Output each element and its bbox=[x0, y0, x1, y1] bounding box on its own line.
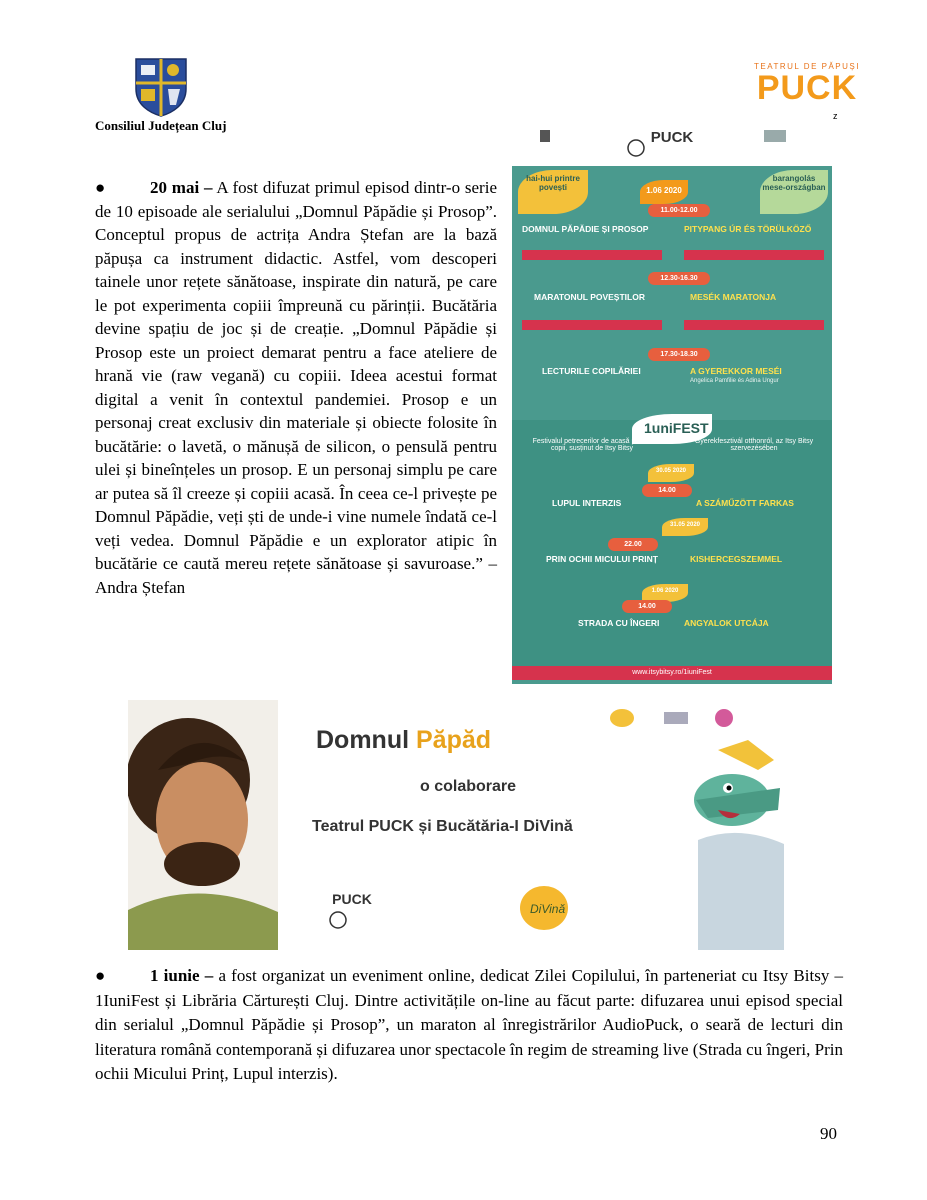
date-20-mai: 20 mai – bbox=[150, 178, 213, 197]
poster-header-logos bbox=[512, 120, 832, 166]
partner-logos-icon bbox=[608, 706, 758, 730]
poster-bar bbox=[684, 250, 824, 260]
poster-event3-ro: LECTURILE COPILĂRIEI bbox=[542, 366, 641, 376]
poster-time: 14.00 bbox=[622, 600, 672, 613]
poster-event1-ro: DOMNUL PĂPĂDIE ȘI PROSOP bbox=[522, 224, 649, 234]
poster-time: 11.00-12.00 bbox=[648, 204, 710, 217]
poster-event3-hu: A GYEREKKOR MESÉI bbox=[690, 366, 782, 376]
puck-theatre-logo bbox=[752, 62, 862, 105]
poster-top-logo: PUCK bbox=[650, 129, 694, 146]
poster-left-bubble: hai-hui printre povești bbox=[526, 174, 580, 192]
puck-small-logo-icon bbox=[324, 876, 380, 936]
poster-time: 22.00 bbox=[608, 538, 658, 551]
banner-title-dark: Domnul bbox=[316, 726, 416, 754]
poster-date4: 1.06 2020 bbox=[651, 588, 679, 594]
council-name: Consiliul Județean Cluj bbox=[95, 118, 227, 133]
poster-show3-ro: STRADA CU ÎNGERI bbox=[578, 618, 660, 628]
poster-time: 12.30-16.30 bbox=[648, 272, 710, 285]
poster-event2-hu: MESÉK MARATONJA bbox=[690, 292, 777, 302]
paragraph-text: A fost difuzat primul episod dintr-o serie de 10 episoade ale serialului „Domnul Păpădie și Prosop”. Conceptul propus de actrița Andra Ștefan are la bază păpușa ca instrument didactic. Astfel, vom descoperi tainele unor rețete sănătoase, inspirate din natură, pe care le pot experimenta copiii împreună cu părinții. Bucătăria devine spațiu de joc și de creație. „Domnul Păpădie și Prosop este un proiect demarat pentru a face ateliere de hrană vie (raw vegană) cu copiii. Ideea acestui format digital a venit în contextul pandemiei. Prosop e un personaj creat exclusiv din materiale și obiecte folosite în bucătărie: o lavetă, o mănușă de silicon, o pensulă pentru ulei și bineînțeles un prosop. E un personaj simplu pe care ar putea să îl creeze și copiii acasă. În ceea ce-l privește pe Domnul Păpădie, veți ști de unde-i vine numele îndată ce-l veți vedea. Domnul Păpădie e un explorator atipic în bucătărie ce caută mereu rețete sănătoase și savuroase.” – Andra Ștefan bbox=[95, 178, 497, 597]
puck-logo-word: PUCK bbox=[756, 69, 858, 107]
banner-title bbox=[316, 726, 491, 755]
banner-title-colored: Păpăd bbox=[416, 726, 492, 754]
poster-fest-hu: Gyerekfesztivál otthonról, az Itsy Bitsy szervezésében bbox=[694, 438, 814, 452]
poster-fest-title: 1uniFEST bbox=[644, 420, 709, 436]
date-1-iunie: 1 iunie – bbox=[150, 966, 214, 985]
poster-bar bbox=[684, 320, 824, 330]
poster-fest-ro: Festivalul petrecerilor de acasă pentru copii, susținut de Itsy Bitsy bbox=[532, 438, 652, 452]
paragraph-text: a fost organizat un eveniment online, dedicat Zilei Copilului, în parteneriat cu Itsy Bitsy – 1IuniFest și Librăria Cărturești Cluj. Dintre activitățile on-line au făcut parte: difuzarea unui episod special din serialul „Domnul Păpădie și Prosop”, un maraton al înregistrărilor AudioPuck, o seară de lecturi din literatura română contemporană și difuzarea unor spectacole în regim de streaming live (Strada cu îngeri, Prin ochii Micului Prinț, Lupul interzis). bbox=[95, 966, 843, 1083]
bullet: ● bbox=[95, 178, 106, 197]
poster-right-bubble: barangolás mese-országban bbox=[762, 174, 826, 192]
paragraph-1-iunie bbox=[95, 964, 843, 1087]
poster-show3-hu: ANGYALOK UTCÁJA bbox=[684, 618, 769, 628]
banner-subtitle: o colaborare bbox=[420, 778, 517, 795]
poster-show2-ro: PRIN OCHII MICULUI PRINȚ bbox=[546, 554, 658, 564]
poster-date2: 30.05 2020 bbox=[655, 468, 687, 474]
council-crest-icon bbox=[132, 55, 190, 117]
divina-logo-text: DiVină bbox=[530, 902, 566, 916]
puck-logo-subtitle: TEATRUL DE PĂPUȘI bbox=[754, 62, 860, 71]
event-poster bbox=[512, 166, 832, 684]
divina-logo-icon bbox=[514, 866, 574, 934]
puck-logo-extra: z bbox=[833, 111, 838, 121]
poster-url: www.itsybitsy.ro/1iuniFest bbox=[512, 666, 832, 680]
poster-time: 14.00 bbox=[642, 484, 692, 497]
poster-bar bbox=[522, 320, 662, 330]
poster-event2-ro: MARATONUL POVEȘTILOR bbox=[534, 292, 645, 302]
poster-event3-sub: Angelica Pamfilie és Adina Ungur bbox=[690, 378, 779, 384]
poster-date1: 1.06 2020 bbox=[646, 186, 682, 195]
poster-show2-hu: KISHERCEGSZEMMEL bbox=[690, 554, 783, 564]
bullet: ● bbox=[95, 966, 106, 985]
poster-event1-hu: PITYPANG ÚR ÉS TÖRÜLKÖZŐ bbox=[684, 224, 812, 234]
crocodile-puppet-icon bbox=[688, 740, 784, 950]
poster-show1-hu: A SZÁMŰZÖTT FARKAS bbox=[696, 498, 794, 508]
banner-partners: Teatrul PUCK și Bucătăria-I DiVină bbox=[312, 818, 573, 835]
poster-date3: 31.05 2020 bbox=[669, 522, 701, 528]
poster-bar bbox=[522, 250, 662, 260]
svg-text:PUCK: PUCK bbox=[332, 891, 372, 907]
poster-time: 17.30-18.30 bbox=[648, 348, 710, 361]
banner-image bbox=[128, 700, 784, 950]
paragraph-20-mai bbox=[95, 176, 497, 599]
poster-show1-ro: LUPUL INTERZIS bbox=[552, 498, 622, 508]
page-number: 90 bbox=[820, 1124, 837, 1143]
man-portrait-icon bbox=[128, 700, 278, 950]
